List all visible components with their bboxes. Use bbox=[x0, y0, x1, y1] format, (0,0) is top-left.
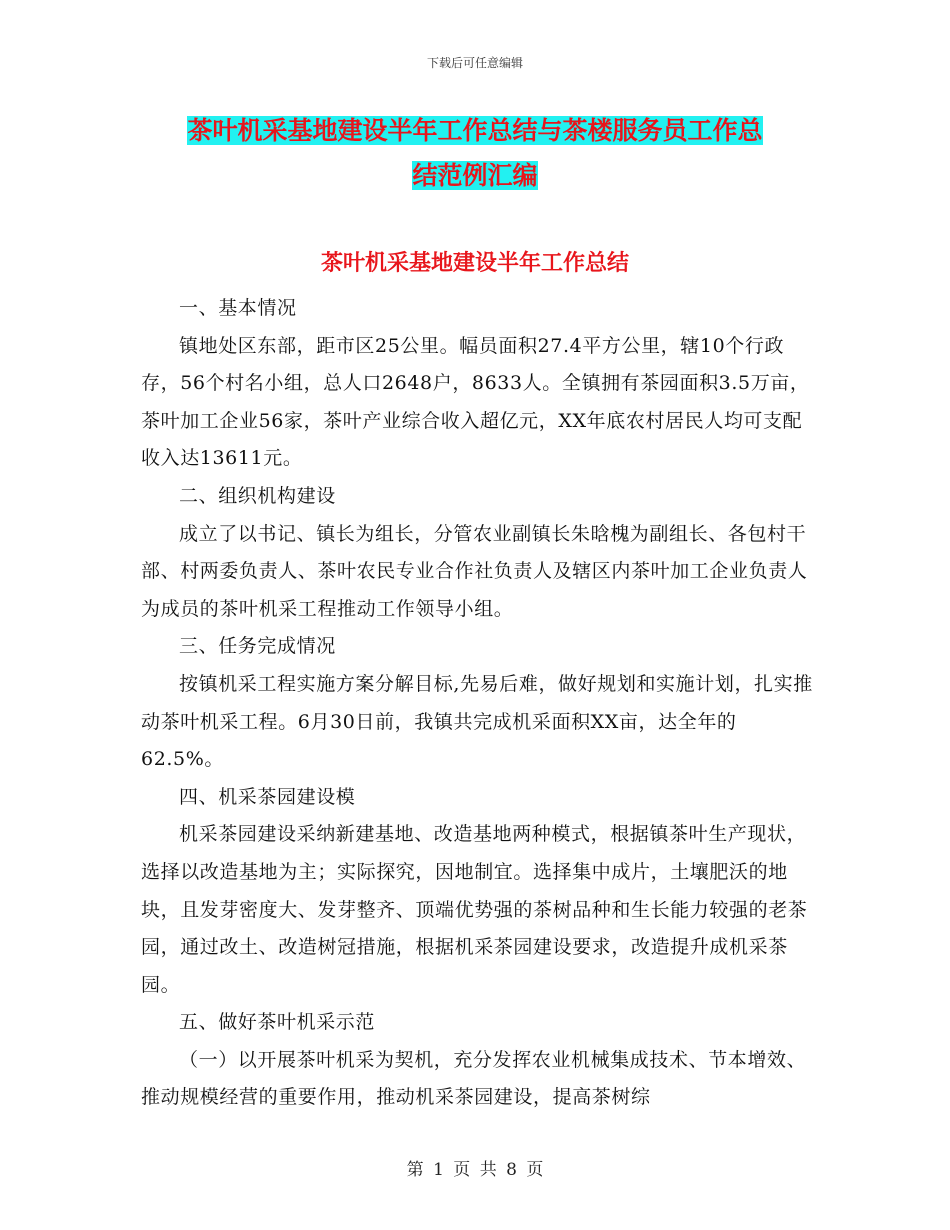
paragraph-construction-mode: 机采茶园建设采纳新建基地、改造基地两种模式，根据镇茶叶生产现状，选择以改造基地为主；实际探究，因地制宜。选择集中成片，土壤肥沃的地块，且发芽密度大、发芽整齐、顶端优势强的茶树品种和生长能力较强的老茶园，通过改土、改造树冠措施，根据机采茶园建设要求，改造提升成机采茶园。 bbox=[141, 823, 808, 996]
document-title-line-1: 茶叶机采基地建设半年工作总结与茶楼服务员工作总 bbox=[187, 116, 763, 145]
document-title-line-2: 结范例汇编 bbox=[412, 161, 538, 190]
heading-basic-info: 一、基本情况 bbox=[179, 297, 297, 319]
heading-demonstration: 五、做好茶叶机采示范 bbox=[179, 1011, 376, 1034]
paragraph-organization: 成立了以书记、镇长为组长，分管农业副镇长朱晗槐为副组长、各包村干部、村两委负责人、茶叶农民专业合作社负责人及辖区内茶叶加工企业负责人为成员的茶叶机采工程推动工作领导小组。 bbox=[141, 522, 808, 620]
heading-organization: 二、组织机构建设 bbox=[179, 484, 336, 507]
heading-task-completion: 三、任务完成情况 bbox=[179, 635, 336, 658]
paragraph-task-completion: 按镇机采工程实施方案分解目标,先易后难，做好规划和实施计划，扎实推动茶叶机采工程。6月30日前，我镇共完成机采面积XX亩，达全年的62.5%。 bbox=[141, 672, 813, 771]
heading-construction-mode: 四、机采茶园建设模 bbox=[179, 785, 356, 808]
paragraph-demonstration: （一）以开展茶叶机采为契机，充分发挥农业机械集成技术、节本增效、推动规模经营的重要作用，推动机采茶园建设，提高茶树综 bbox=[141, 1048, 807, 1109]
header-note: 下载后可任意编辑 bbox=[426, 56, 523, 70]
document-body bbox=[141, 290, 813, 1117]
paragraph-basic-info: 镇地处区东部，距市区25公里。幅员面积27.4平方公里，辖10个行政存，56个村名小组，总人口2648户，8633人。全镇拥有茶园面积3.5万亩，茶叶加工企业56家，茶叶产业综合收入超亿元，XX年底农村居民人均可支配收入达13611元。 bbox=[141, 334, 810, 470]
section-title: 茶叶机采基地建设半年工作总结 bbox=[320, 250, 629, 276]
document-title bbox=[140, 108, 810, 198]
page-number-footer: 第 1 页 共 8 页 bbox=[406, 1160, 544, 1180]
